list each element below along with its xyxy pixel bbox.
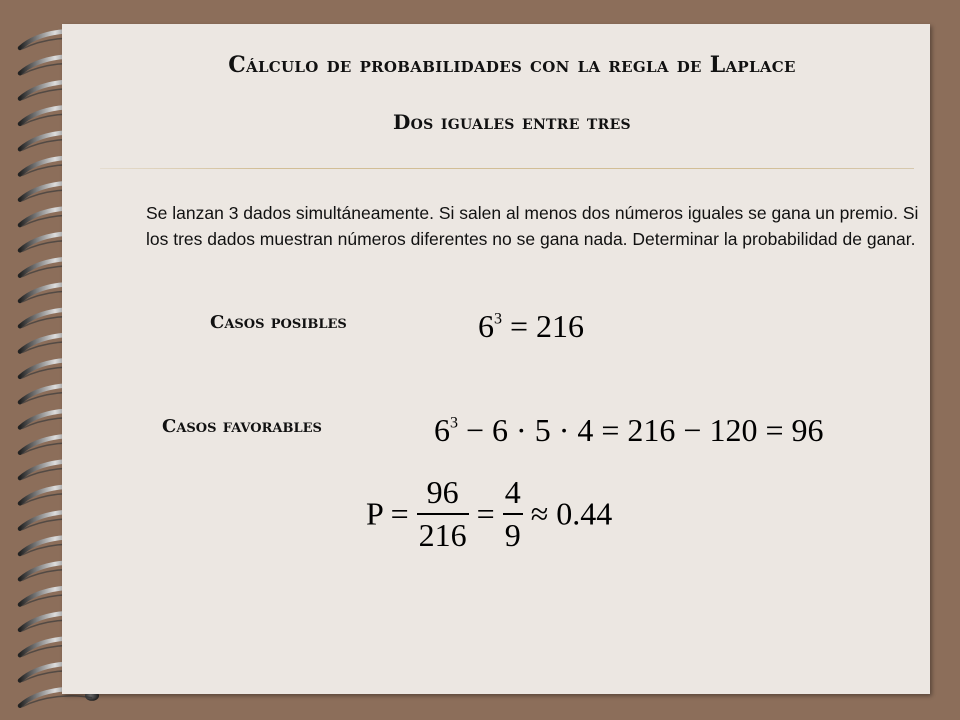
- problem-statement: Se lanzan 3 dados simultáneamente. Si salen al menos dos números iguales se gana un premio. Si los tres dados muestran números diferentes no se gana nada. Determinar la probabilidad de ganar.: [146, 203, 919, 249]
- casos-favorables-label: Casos favorables: [162, 416, 322, 437]
- approx-value: ≈ 0.44: [530, 495, 613, 532]
- fraction2-bar: [503, 513, 523, 515]
- fraction1-denominator: 216: [418, 516, 467, 553]
- probability-lhs: P =: [366, 495, 409, 532]
- favorables-result: − 6 · 5 · 4 = 216 − 120 = 96: [466, 412, 824, 448]
- posibles-result: = 216: [510, 308, 585, 344]
- casos-posibles-label: Casos posibles: [210, 312, 347, 333]
- posibles-exponent: 3: [494, 310, 502, 328]
- equals-sign: =: [476, 495, 495, 532]
- page-title: Cálculo de probabilidades con la regla de Laplace: [228, 52, 796, 78]
- fraction1-bar: [417, 513, 469, 515]
- casos-posibles-formula: [478, 308, 584, 345]
- probability-formula: [366, 474, 612, 554]
- fraction-96-216: [417, 474, 469, 554]
- fraction2-denominator: 9: [504, 516, 521, 553]
- favorables-exponent: 3: [450, 414, 458, 432]
- favorables-base: 6: [434, 412, 450, 448]
- page-subtitle: Dos iguales entre tres: [393, 110, 631, 134]
- fraction1-numerator: 96: [426, 474, 459, 510]
- casos-favorables-formula: [434, 412, 824, 449]
- fraction2-numerator: 4: [504, 474, 521, 510]
- divider: [100, 168, 914, 169]
- posibles-base: 6: [478, 308, 494, 344]
- fraction-4-9: [503, 474, 523, 554]
